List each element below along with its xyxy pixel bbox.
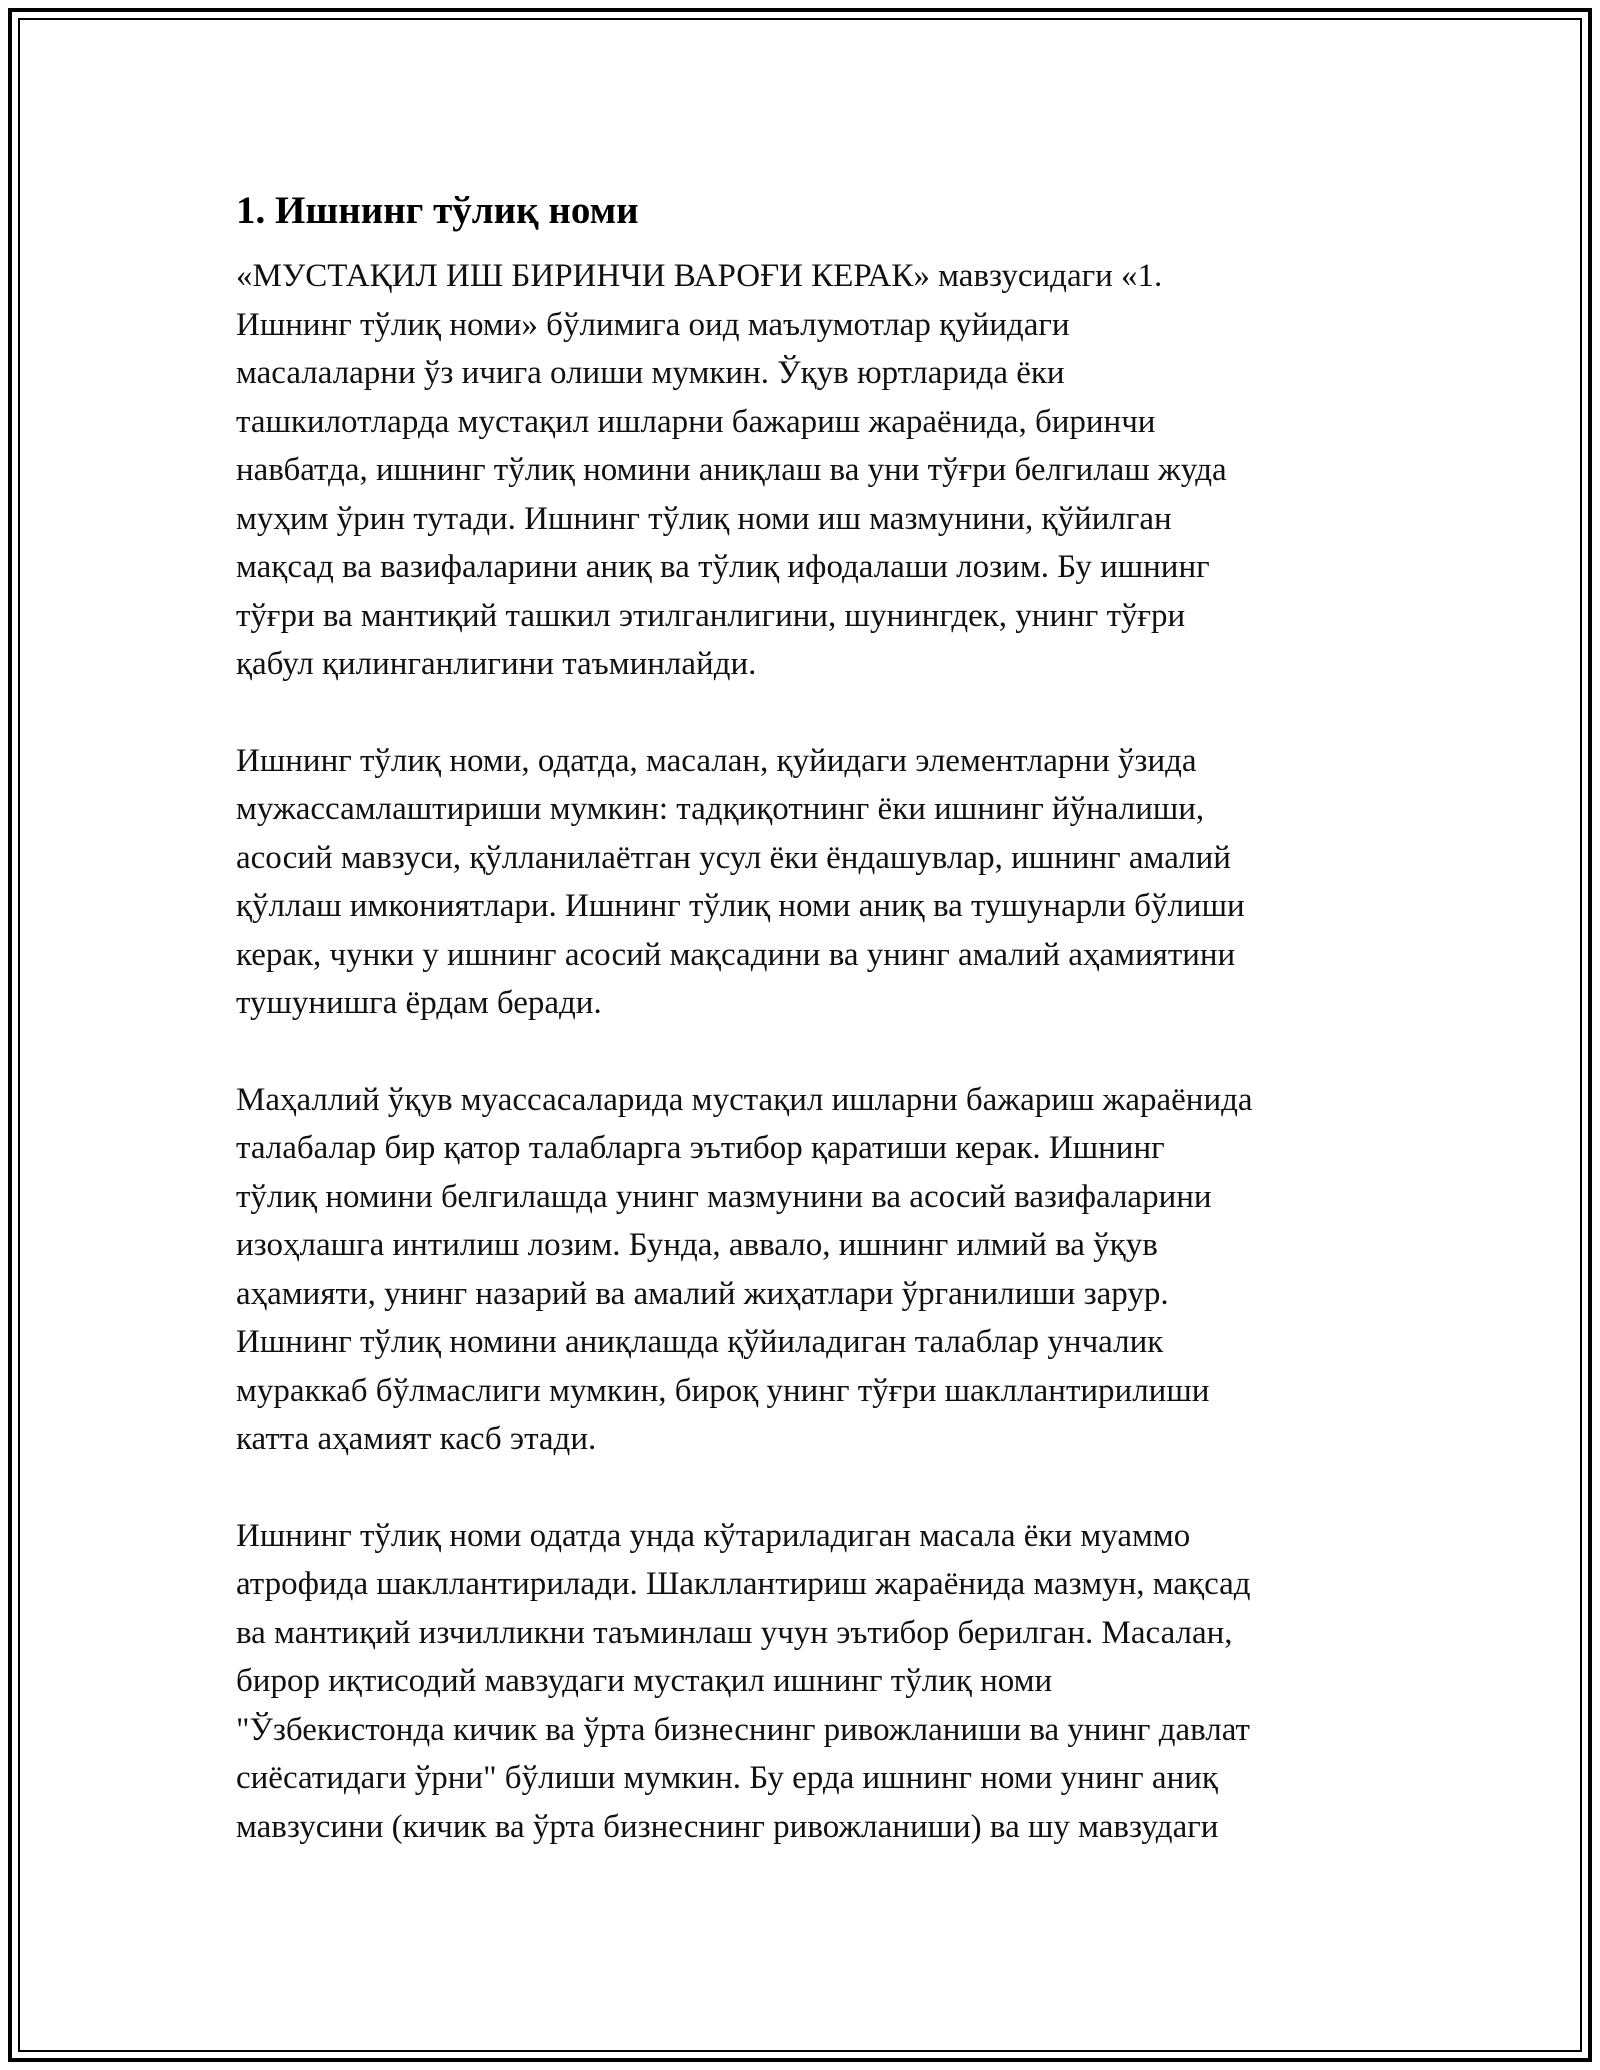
paragraph-4	[236, 1512, 1376, 1852]
document-body	[236, 188, 1376, 1899]
text-line: Ишнинг тўлиқ номини аниқлашда қўйиладиган талаблар унчалик	[236, 1324, 1164, 1360]
paragraph-3	[236, 1076, 1376, 1464]
paragraph-1	[236, 252, 1376, 689]
text-line: навбатда, ишнинг тўлиқ номини аниқлаш ва уни тўғри белгилаш жуда	[236, 452, 1227, 488]
text-line: мураккаб бўлмаслиги мумкин, бироқ унинг тўғри шакллантирилиши	[236, 1372, 1210, 1409]
text-line: асосий мавзуси, қўлланилаётган усул ёки ёндашувлар, ишнинг амалий	[236, 839, 1231, 876]
text-line: Ишнинг тўлиқ номи одатда унда кўтариладиган масала ёки муаммо	[236, 1517, 1191, 1554]
text-line: катта аҳамият касб этади.	[236, 1421, 597, 1457]
text-line: тўлиқ номини белгилашда унинг мазмунини ва асосий вазифаларини	[236, 1178, 1212, 1215]
text-line: талабалар бир қатор талабларга эътибор қаратиши керак. Ишнинг	[236, 1130, 1165, 1166]
text-line: «МУСТАҚИЛ ИШ БИРИНЧИ ВАРОҒИ КЕРАК» мавзусидаги «1.	[236, 258, 1163, 294]
section-heading: 1. Ишнинг тўлиқ номи	[236, 189, 639, 232]
text-line: мақсад ва вазифаларини аниқ ва тўлиқ ифодалаши лозим. Бу ишнинг	[236, 549, 1210, 585]
text-line: Ишнинг тўлиқ номи, одатда, масалан, қуйидаги элементларни ўзида	[236, 742, 1197, 779]
text-line: Маҳаллий ўқув муассасаларида мустақил ишларни бажариш жараёнида	[236, 1081, 1253, 1118]
text-line: қабул қилинганлигини таъминлайди.	[236, 646, 757, 682]
text-line: атрофида шакллантирилади. Шакллантириш жараёнида мазмун, мақсад	[236, 1566, 1251, 1602]
text-line: қўллаш имкониятлари. Ишнинг тўлиқ номи аниқ ва тушунарли бўлиши	[236, 888, 1245, 924]
text-line: мужассамлаштириши мумкин: тадқиқотнинг ёки ишнинг йўналиши,	[236, 791, 1205, 827]
text-line: ва мантиқий изчилликни таъминлаш учун эътибор берилган. Масалан,	[236, 1614, 1233, 1651]
text-line: тушунишга ёрдам беради.	[236, 985, 602, 1021]
text-line: керак, чунки у ишнинг асосий мақсадини ва унинг амалий аҳамиятини	[236, 936, 1236, 973]
paragraph-2	[236, 737, 1376, 1028]
text-line: "Ўзбекистонда кичик ва ўрта бизнеснинг ривожланиши ва унинг давлат	[236, 1711, 1250, 1748]
text-line: бирор иқтисодий мавзудаги мустақил ишнинг тўлиқ номи	[236, 1663, 1053, 1699]
text-line: аҳамияти, унинг назарий ва амалий жиҳатлари ўрганилиши зарур.	[236, 1275, 1169, 1312]
text-line: муҳим ўрин тутади. Ишнинг тўлиқ номи иш мазмунини, қўйилган	[236, 500, 1172, 537]
text-line: тўғри ва мантиқий ташкил этилганлигини, шунингдек, унинг тўғри	[236, 597, 1186, 634]
text-line: мавзусини (кичик ва ўрта бизнеснинг ривожланиши) ва шу мавзудаги	[236, 1808, 1219, 1845]
text-line: ташкилотларда мустақил ишларни бажариш жараёнида, биринчи	[236, 403, 1156, 440]
text-line: изоҳлашга интилиш лозим. Бунда, аввало, ишнинг илмий ва ўқув	[236, 1227, 1158, 1263]
text-line: сиёсатидаги ўрни" бўлиши мумкин. Бу ерда ишнинг номи унинг аниқ	[236, 1760, 1218, 1796]
text-line: масалаларни ўз ичига олиши мумкин. Ўқув юртларида ёки	[236, 355, 1065, 391]
text-line: Ишнинг тўлиқ номи» бўлимига оид маълумотлар қуйидаги	[236, 306, 1070, 343]
